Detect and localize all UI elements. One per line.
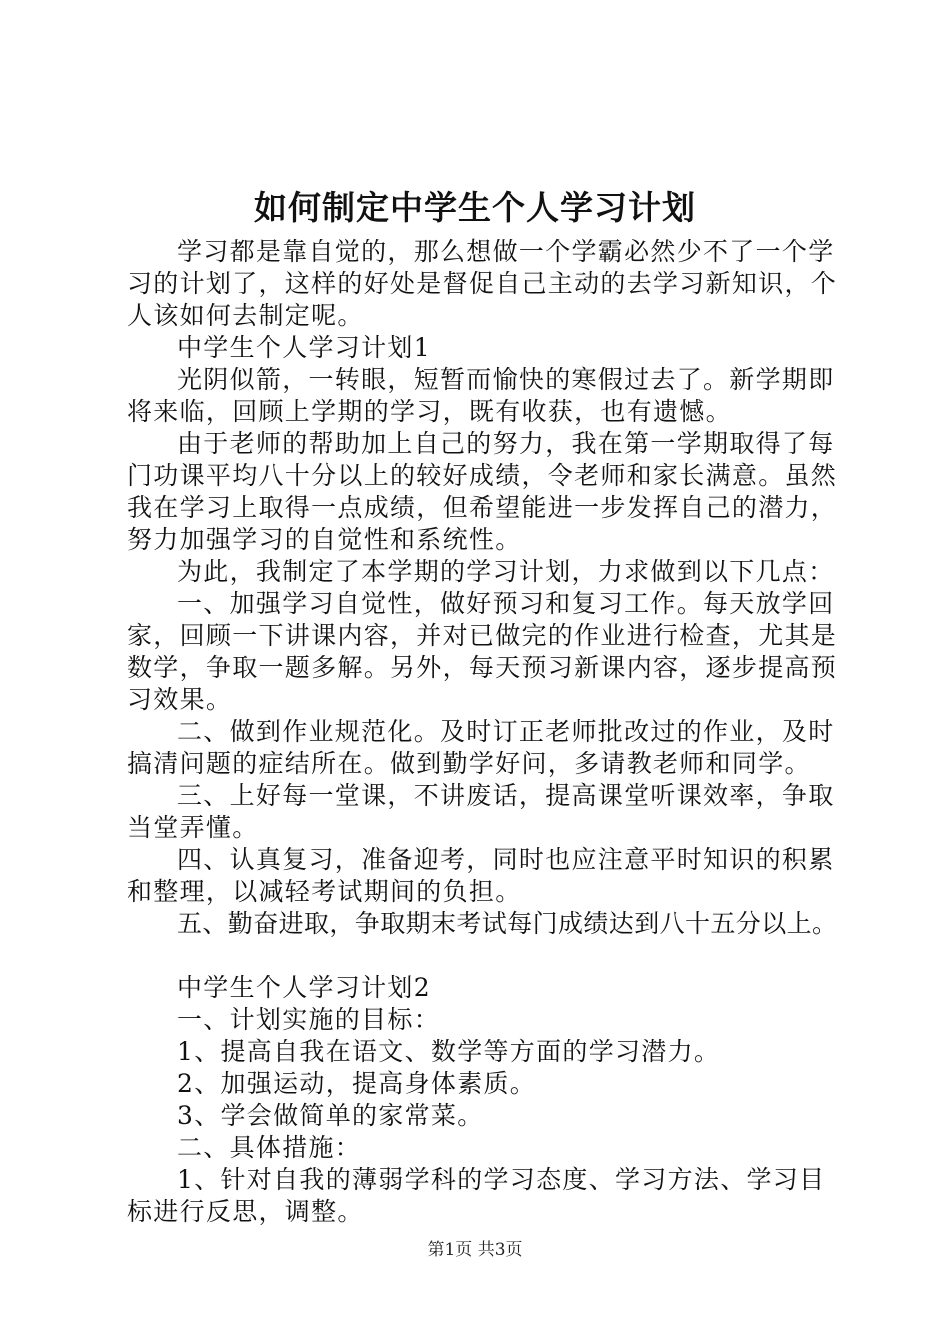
page-number-footer: 第1页 共3页	[427, 1240, 523, 1260]
list-item: 1、针对自我的薄弱学科的学习态度、学习方法、学习目标进行反思，调整。	[127, 1165, 826, 1226]
paragraph: 为此，我制定了本学期的学习计划，力求做到以下几点：	[177, 557, 835, 586]
list-item: 3、学会做简单的家常菜。	[177, 1101, 484, 1130]
section-heading-plan-1: 中学生个人学习计划1	[177, 333, 431, 362]
list-item: 一、加强学习自觉性，做好预习和复习工作。每天放学回家，回顾一下讲课内容，并对已做完的作业进行检查，尤其是数学，争取一题多解。另外，每天预习新课内容，逐步提高预习效果。	[127, 589, 838, 714]
list-item: 四、认真复习，准备迎考，同时也应注意平时知识的积累和整理，以减轻考试期间的负担。	[127, 845, 835, 906]
list-item: 2、加强运动，提高身体素质。	[177, 1069, 537, 1098]
list-item: 1、提高自我在语文、数学等方面的学习潜力。	[177, 1037, 721, 1066]
intro-paragraph: 学习都是靠自觉的，那么想做一个学霸必然少不了一个学习的计划了，这样的好处是督促自己主动的去学习新知识，个人该如何去制定呢。	[127, 237, 838, 330]
paragraph: 由于老师的帮助加上自己的努力，我在第一学期取得了每门功课平均八十分以上的较好成绩，令老师和家长满意。虽然我在学习上取得一点成绩，但希望能进一步发挥自己的潜力，努力加强学习的自觉性和系统性。	[127, 429, 838, 554]
paragraph: 光阴似箭，一转眼，短暂而愉快的寒假过去了。新学期即将来临，回顾上学期的学习，既有收获，也有遗憾。	[127, 365, 835, 426]
document-body	[127, 236, 847, 1228]
list-item: 三、上好每一堂课，不讲废话，提高课堂听课效率，争取当堂弄懂。	[127, 781, 835, 842]
subheading: 一、计划实施的目标：	[177, 1005, 441, 1034]
document-title: 如何制定中学生个人学习计划	[254, 188, 696, 227]
subheading: 二、具体措施：	[177, 1133, 362, 1162]
list-item: 二、做到作业规范化。及时订正老师批改过的作业，及时搞清问题的症结所在。做到勤学好问，多请教老师和同学。	[127, 717, 835, 778]
section-heading-plan-2: 中学生个人学习计划2	[177, 973, 431, 1002]
list-item: 五、勤奋进取，争取期末考试每门成绩达到八十五分以上。	[177, 909, 838, 938]
